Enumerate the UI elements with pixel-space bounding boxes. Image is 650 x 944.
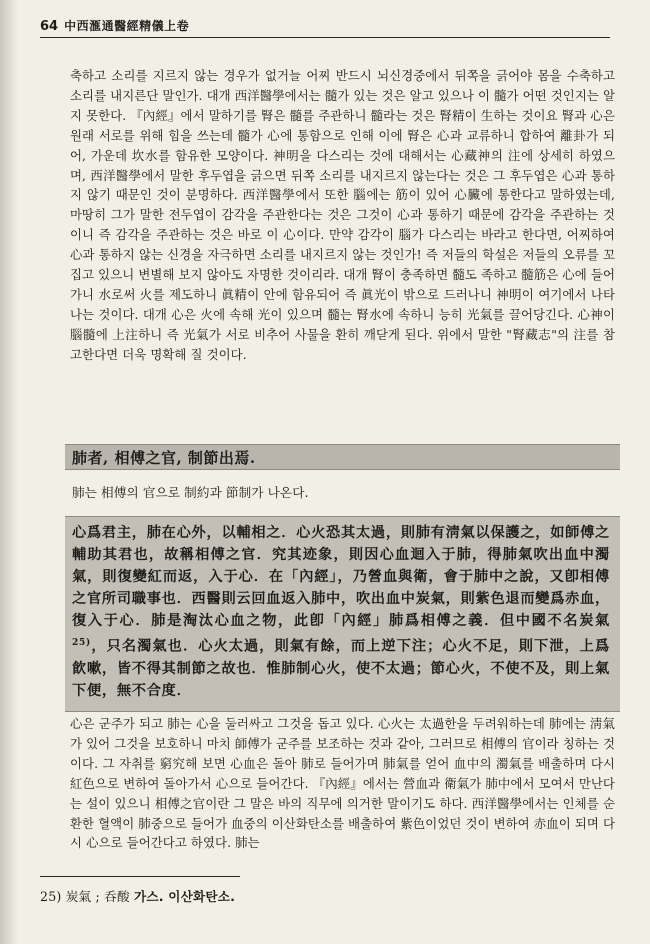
footnote-25 bbox=[40, 886, 235, 905]
annotation-text bbox=[72, 522, 610, 702]
footnote-definition: 가스. 이산화탄소. bbox=[134, 889, 236, 904]
classic-text-heading: 肺者, 相傅之官, 制節出焉. bbox=[72, 449, 256, 467]
footnote-divider bbox=[40, 876, 240, 877]
footnote-label: 25) 炭氣 ; 呑酸 bbox=[40, 889, 130, 904]
running-header bbox=[40, 8, 610, 38]
page-gutter-shadow bbox=[0, 0, 18, 944]
annotation-text-part-2: ，只名濁氣也．心火太過，則氣有餘，而上逆下注；心火不足，則下泄，上爲飮嗽，皆不得其制節之故也．惟肺制心火，使不太過；節心火，不使不及，則上氣下便，無不合度． bbox=[72, 639, 610, 700]
footnote-ref-25: 25) bbox=[72, 638, 92, 649]
annotation-text-part-1: 心爲君主，肺在心外，以輔相之．心火恐其太過，則肺有淸氣以保護之，如師傅之輔助其君也，故稱相傅之官．究其迹象，則因心血迴入于肺，得肺氣吹出血中濁氣，則復變紅而返，入于心．在「內經」，乃營血與衛，會于肺中之說，又卽相傅之官所司職事也．西醫則云回血返入肺中，吹出血中炭氣，則紫色退而變爲赤血，復入于心．肺是淘汰心血之物，此卽「內經」肺爲相傅之義．但中國不名炭氣 bbox=[72, 525, 610, 630]
page-number: 64 bbox=[40, 19, 59, 34]
commentary-paragraph-2: 心은 군주가 되고 肺는 心을 둘러싸고 그것을 돕고 있다. 心火는 太過한을 두려워하는데 肺에는 淸氣가 있어 그것을 보호하니 마치 師傅가 군주를 보조하는 것과 같아, 그러므로 相傅의 官이라 칭하는 것이다. 그 자취를 窮究해 보면 心血은 돌아 肺로 들어가며 肺氣를 얻어 血中의 濁氣를 배출하며 다시 紅色으로 변하여 돌아가서 心으로 들어간다. 『內經』에서는 營血과 衛氣가 肺中에서 모여서 만난다는 설이 있으니 相傅之官이란 그 말은 바의 직무에 의거한 말이기도 하다. 西洋醫學에서는 인체를 순환한 혈액이 肺중으로 들어가 血중의 이산화탄소를 배출하여 紫色이었던 것이 변하여 赤血이 되며 다시 心으로 들어간다고 하였다. 肺는 bbox=[70, 716, 615, 851]
commentary-paragraph-1: 축하고 소리를 지르지 않는 경우가 없거늘 어찌 반드시 뇌신경중에서 뒤쪽을 긁어야 몸을 수축하고 소리를 내지른단 말인가. 대개 西洋醫學에서는 髓가 있는 것은 알고 있으나 이 髓가 어떤 것인지는 알지 못한다. 『內經』에서 말하기를 腎은 髓를 주관하니 髓라는 것은 腎精이 生하는 것이요 腎과 心은 원래 서로를 위해 힘을 쓰는데 髓가 心에 통함으로 인해 이에 腎은 心과 교류하니 합하여 離卦가 되어, 가운데 坎水를 함유한 모양이다. 神明을 다스리는 것에 대해서는 心藏神의 注에 상세히 하였으며, 西洋醫學에서 말한 후두엽을 긁으면 뒤쪽 소리를 내지르지 않는다는 것은 그 후두엽은 心과 통하지 않기 때문인 것이 분명하다. 西洋醫學에서 또한 腦에는 筋이 있어 心臟에 통한다고 말하였는데, 마땅히 그가 말한 전두엽이 감각을 주관한다는 것은 그것이 心과 통하기 때문에 감각을 주관하는 것이니 즉 감각을 주관하는 것은 바로 이 心이다. 만약 감각이 腦가 다스리는 바라고 한다면, 어찌하여 心과 통하지 않는 신경을 자극하면 소리를 내지르지 않는 것인가! 즉 저들의 학설은 저들의 오류를 꼬집고 있으니 변별해 보지 않아도 자명한 것이리라. 대개 腎이 충족하면 髓도 족하고 髓筋은 心에 들어가니 水로써 火를 제도하니 眞精이 안에 함유되어 즉 眞光이 밖으로 드러나니 神明이 여기에서 나타나는 것이다. 대개 心은 火에 속해 光이 있으며 髓는 腎水에 속하니 능히 光氣를 끌어당긴다. 心神이 腦髓에 上注하니 즉 光氣가 서로 비추어 사물을 환히 깨닫게 된다. 위에서 말한 "腎藏志"의 注를 참고한다면 더욱 명확해 질 것이다. bbox=[70, 68, 615, 362]
heading-translation: 肺는 相傅의 官으로 制約과 節制가 나온다. bbox=[72, 485, 309, 500]
book-title: 中西滙通醫經精儀上卷 bbox=[64, 19, 190, 33]
